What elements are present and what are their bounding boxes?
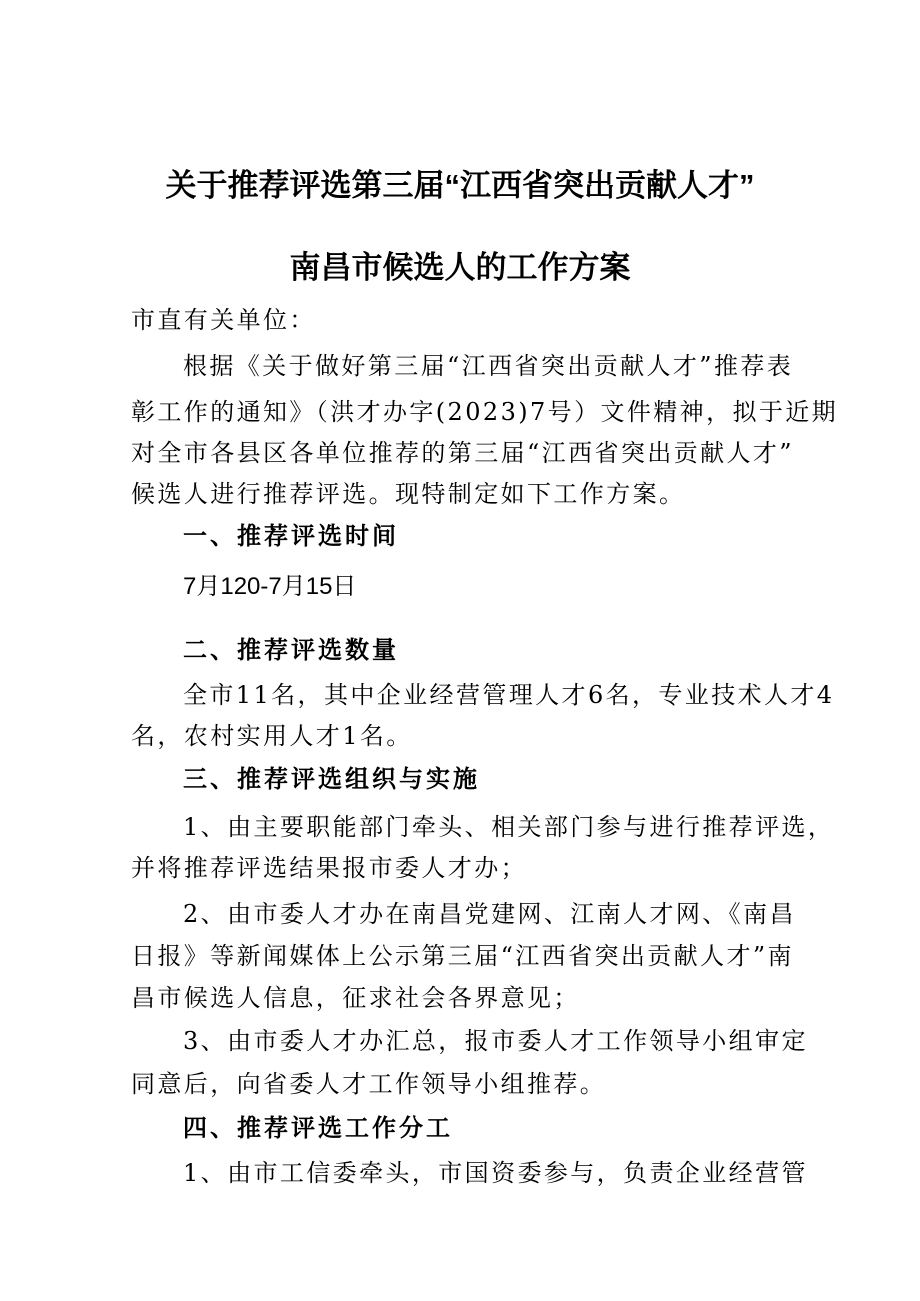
organization-item-line: 2、由市委人才办在南昌党建网、江南人才网、《南昌 [183,900,796,928]
document-title-line-2: 南昌市候选人的工作方案 [289,250,631,285]
organization-item-line: 日报》等新闻媒体上公示第三届“江西省突出贡献人才”南 [131,942,794,970]
section-heading-organization: 三、推荐评选组织与实施 [183,765,480,793]
division-item-line: 1、由市工信委牵头，市国资委参与，负责企业经营管 [183,1159,808,1187]
time-range: 7月120-7月15日 [183,573,357,600]
organization-item-line: 并将推荐评选结果报市委人才办； [131,854,527,882]
organization-item-line: 1、由主要职能部门牵头、相关部门参与进行推荐评选， [183,813,835,841]
intro-paragraph-line: 彰工作的通知》（洪才办字(2023)7号）文件精神，拟于近期 [131,398,839,426]
salutation: 市直有关单位： [131,306,316,334]
organization-item-line: 昌市候选人信息，征求社会各界意见； [131,984,580,1012]
quantity-paragraph-line: 全市11名，其中企业经营管理人才6名，专业技术人才4 [183,681,835,709]
section-heading-time: 一、推荐评选时间 [183,522,399,550]
intro-paragraph-line: 对全市各县区各单位推荐的第三届“江西省突出贡献人才” [131,439,794,467]
organization-item-line: 同意后，向省委人才工作领导小组推荐。 [131,1070,607,1098]
document-title-line-1: 关于推荐评选第三届“江西省突出贡献人才” [165,168,755,203]
section-heading-division: 四、推荐评选工作分工 [183,1114,453,1142]
section-heading-quantity: 二、推荐评选数量 [183,636,399,664]
intro-paragraph-line: 根据《关于做好第三届“江西省突出贡献人才”推荐表 [183,352,794,380]
organization-item-line: 3、由市委人才办汇总，报市委人才工作领导小组审定 [183,1027,808,1055]
intro-paragraph-line: 候选人进行推荐评选。现特制定如下工作方案。 [131,480,686,508]
quantity-paragraph-line: 名，农村实用人才1名。 [131,722,413,750]
